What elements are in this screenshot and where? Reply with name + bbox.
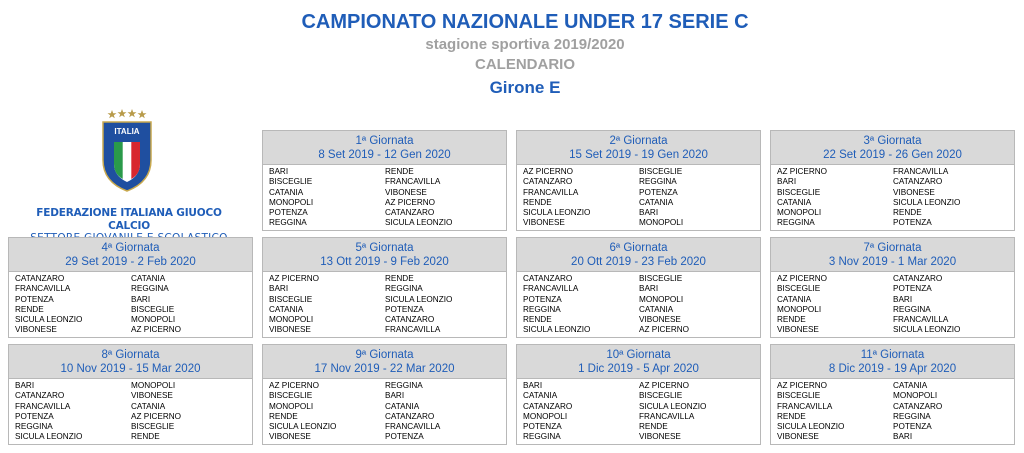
- away-team: CATANZARO: [385, 411, 435, 421]
- home-team: BARI: [523, 381, 543, 390]
- away-team: AZ PICERNO: [385, 197, 436, 207]
- match-row: [517, 412, 760, 422]
- away-team: CATANIA: [639, 304, 674, 314]
- home-team: RENDE: [777, 411, 806, 421]
- home-team: REGGINA: [523, 432, 561, 442]
- match-row: [771, 167, 1014, 177]
- home-team: AZ PICERNO: [523, 167, 574, 176]
- giornata-dates: 10 Nov 2019 - 15 Mar 2020: [60, 363, 201, 375]
- home-team: CATANIA: [777, 294, 812, 304]
- home-team: SICULA LEONZIO: [777, 422, 845, 432]
- away-team: FRANCAVILLA: [385, 177, 441, 187]
- match-row: [263, 315, 506, 325]
- away-team: POTENZA: [893, 422, 932, 432]
- away-team: POTENZA: [893, 284, 932, 294]
- match-row: [771, 422, 1014, 432]
- home-team: CATANIA: [777, 197, 812, 207]
- away-team: SICULA LEONZIO: [893, 325, 961, 335]
- giornata-header: [771, 238, 1014, 272]
- home-team: CATANZARO: [15, 391, 65, 401]
- away-team: SICULA LEONZIO: [385, 218, 453, 228]
- giornata-dates: 15 Set 2019 - 19 Gen 2020: [569, 149, 708, 161]
- match-row: [517, 305, 760, 315]
- match-row: [263, 432, 506, 442]
- match-row: [771, 284, 1014, 294]
- home-team: AZ PICERNO: [777, 167, 828, 176]
- home-team: AZ PICERNO: [269, 381, 320, 390]
- home-team: POTENZA: [523, 422, 562, 432]
- match-row: [771, 381, 1014, 391]
- giornata-header: [263, 238, 506, 272]
- match-row: [263, 208, 506, 218]
- match-row: [9, 284, 252, 294]
- away-team: SICULA LEONZIO: [385, 294, 453, 304]
- figc-shield-icon: [100, 108, 154, 192]
- away-team: AZ PICERNO: [639, 381, 690, 390]
- giornata-header: [263, 345, 506, 379]
- giornata-card: [516, 237, 761, 338]
- giornata-card: [770, 130, 1015, 231]
- giornata-header: [517, 131, 760, 165]
- giornata-dates: 3 Nov 2019 - 1 Mar 2020: [828, 256, 957, 268]
- match-list: [263, 165, 506, 230]
- home-team: BISCEGLIE: [777, 187, 821, 197]
- match-row: [9, 391, 252, 401]
- giornata-header: [517, 238, 760, 272]
- home-team: BARI: [269, 284, 289, 294]
- home-team: REGGINA: [269, 218, 307, 228]
- away-team: VIBONESE: [385, 187, 427, 197]
- home-team: VIBONESE: [269, 325, 311, 335]
- match-row: [9, 274, 252, 284]
- away-team: MONOPOLI: [893, 391, 938, 401]
- match-list: [771, 272, 1014, 337]
- giornata-title: 1ª Giornata: [355, 135, 414, 147]
- giornata-header: [9, 345, 252, 379]
- match-row: [9, 305, 252, 315]
- match-row: [517, 391, 760, 401]
- away-team: BISCEGLIE: [639, 391, 683, 401]
- away-team: AZ PICERNO: [131, 325, 182, 335]
- match-list: [9, 379, 252, 444]
- match-row: [771, 402, 1014, 412]
- away-team: REGGINA: [893, 304, 931, 314]
- home-team: RENDE: [777, 315, 806, 325]
- away-team: BARI: [639, 208, 659, 218]
- giornata-title: 2ª Giornata: [609, 135, 668, 147]
- home-team: POTENZA: [15, 294, 54, 304]
- home-team: BARI: [269, 167, 289, 176]
- home-team: CATANIA: [523, 391, 558, 401]
- match-list: [517, 272, 760, 337]
- match-row: [517, 188, 760, 198]
- match-row: [9, 412, 252, 422]
- match-row: [9, 402, 252, 412]
- giornata-dates: 29 Set 2019 - 2 Feb 2020: [65, 256, 196, 268]
- match-row: [771, 432, 1014, 442]
- home-team: RENDE: [523, 315, 552, 325]
- match-row: [9, 422, 252, 432]
- giornata-dates: 1 Dic 2019 - 5 Apr 2020: [578, 363, 699, 375]
- match-row: [517, 167, 760, 177]
- match-row: [517, 402, 760, 412]
- away-team: BARI: [639, 284, 659, 294]
- home-team: CATANIA: [269, 187, 304, 197]
- match-list: [771, 165, 1014, 230]
- match-row: [771, 295, 1014, 305]
- away-team: REGGINA: [639, 177, 677, 187]
- home-team: REGGINA: [15, 422, 53, 432]
- giornata-title: 6ª Giornata: [609, 242, 668, 254]
- giornata-card: [516, 344, 761, 445]
- federation-line1: FEDERAZIONE ITALIANA GIUOCO CALCIO: [36, 207, 222, 232]
- away-team: VIBONESE: [893, 187, 935, 197]
- away-team: POTENZA: [639, 187, 678, 197]
- home-team: BISCEGLIE: [269, 294, 313, 304]
- away-team: BARI: [131, 294, 151, 304]
- home-team: VIBONESE: [15, 325, 57, 335]
- match-row: [517, 208, 760, 218]
- giornata-header: [517, 345, 760, 379]
- match-row: [263, 402, 506, 412]
- away-team: MONOPOLI: [639, 294, 684, 304]
- away-team: SICULA LEONZIO: [893, 197, 961, 207]
- match-row: [9, 381, 252, 391]
- away-team: REGGINA: [385, 381, 423, 390]
- away-team: CATANZARO: [893, 401, 943, 411]
- home-team: VIBONESE: [269, 432, 311, 442]
- home-team: BARI: [777, 177, 797, 187]
- giornata-card: [770, 237, 1015, 338]
- match-row: [771, 198, 1014, 208]
- match-row: [771, 218, 1014, 228]
- group-title: Girone E: [489, 78, 561, 97]
- home-team: POTENZA: [523, 294, 562, 304]
- giornata-dates: 8 Set 2019 - 12 Gen 2020: [318, 149, 451, 161]
- match-row: [517, 325, 760, 335]
- home-team: CATANZARO: [15, 274, 65, 283]
- away-team: MONOPOLI: [131, 315, 176, 325]
- giornata-card: [8, 237, 253, 338]
- match-row: [517, 274, 760, 284]
- away-team: FRANCAVILLA: [385, 422, 441, 432]
- match-list: [263, 272, 506, 337]
- home-team: AZ PICERNO: [269, 274, 320, 283]
- match-row: [9, 325, 252, 335]
- home-team: RENDE: [523, 197, 552, 207]
- match-row: [771, 188, 1014, 198]
- match-row: [517, 218, 760, 228]
- home-team: MONOPOLI: [269, 197, 314, 207]
- home-team: SICULA LEONZIO: [269, 422, 337, 432]
- away-team: CATANIA: [893, 381, 928, 390]
- away-team: FRANCAVILLA: [893, 167, 949, 176]
- giornata-card: [262, 130, 507, 231]
- giornata-title: 5ª Giornata: [355, 242, 414, 254]
- home-team: BISCEGLIE: [269, 177, 313, 187]
- away-team: VIBONESE: [639, 315, 681, 325]
- away-team: CATANZARO: [893, 177, 943, 187]
- home-team: REGGINA: [523, 304, 561, 314]
- match-row: [263, 305, 506, 315]
- home-team: MONOPOLI: [777, 208, 822, 218]
- away-team: REGGINA: [131, 284, 169, 294]
- away-team: RENDE: [893, 208, 922, 218]
- home-team: AZ PICERNO: [777, 274, 828, 283]
- away-team: FRANCAVILLA: [385, 325, 441, 335]
- match-row: [263, 284, 506, 294]
- match-row: [771, 208, 1014, 218]
- away-team: CATANIA: [131, 274, 166, 283]
- match-row: [771, 315, 1014, 325]
- match-row: [9, 315, 252, 325]
- giornata-dates: 13 Ott 2019 - 9 Feb 2020: [320, 256, 449, 268]
- home-team: MONOPOLI: [523, 411, 568, 421]
- away-team: BARI: [893, 294, 913, 304]
- giornata-title: 10ª Giornata: [606, 349, 671, 361]
- home-team: BARI: [15, 381, 35, 390]
- away-team: BISCEGLIE: [131, 422, 175, 432]
- home-team: VIBONESE: [523, 218, 565, 228]
- away-team: POTENZA: [385, 304, 424, 314]
- home-team: FRANCAVILLA: [15, 284, 71, 294]
- away-team: POTENZA: [893, 218, 932, 228]
- home-team: FRANCAVILLA: [523, 284, 579, 294]
- giornata-dates: 8 Dic 2019 - 19 Apr 2020: [828, 363, 957, 375]
- away-team: MONOPOLI: [639, 218, 684, 228]
- giornata-dates: 17 Nov 2019 - 22 Mar 2020: [314, 363, 455, 375]
- match-row: [9, 432, 252, 442]
- match-row: [771, 391, 1014, 401]
- giornata-header: [263, 131, 506, 165]
- match-list: [517, 165, 760, 230]
- home-team: VIBONESE: [777, 432, 819, 442]
- match-row: [517, 198, 760, 208]
- season-subtitle: stagione sportiva 2019/2020: [425, 36, 625, 53]
- match-row: [263, 274, 506, 284]
- giornata-title: 8ª Giornata: [101, 349, 160, 361]
- giornata-header: [771, 345, 1014, 379]
- match-row: [771, 412, 1014, 422]
- giornata-title: 11ª Giornata: [860, 349, 925, 361]
- home-team: POTENZA: [15, 411, 54, 421]
- away-team: BISCEGLIE: [639, 167, 683, 176]
- away-team: CATANZARO: [385, 315, 435, 325]
- match-row: [263, 412, 506, 422]
- match-row: [517, 422, 760, 432]
- match-list: [9, 272, 252, 337]
- match-row: [263, 218, 506, 228]
- away-team: BISCEGLIE: [639, 274, 683, 283]
- giornata-dates: 20 Ott 2019 - 23 Feb 2020: [571, 256, 706, 268]
- giornata-header: [9, 238, 252, 272]
- giornata-title: 3ª Giornata: [863, 135, 922, 147]
- page-title: CAMPIONATO NAZIONALE UNDER 17 SERIE C: [301, 11, 749, 33]
- home-team: MONOPOLI: [777, 304, 822, 314]
- match-row: [517, 432, 760, 442]
- home-team: BISCEGLIE: [777, 284, 821, 294]
- match-row: [263, 177, 506, 187]
- away-team: AZ PICERNO: [639, 325, 690, 335]
- away-team: SICULA LEONZIO: [639, 401, 707, 411]
- home-team: MONOPOLI: [269, 315, 314, 325]
- giornata-title: 4ª Giornata: [101, 242, 160, 254]
- away-team: RENDE: [639, 422, 668, 432]
- giornata-title: 7ª Giornata: [863, 242, 922, 254]
- match-row: [263, 391, 506, 401]
- calendar-subtitle: CALENDARIO: [475, 56, 575, 73]
- away-team: CATANZARO: [385, 208, 435, 218]
- away-team: AZ PICERNO: [131, 411, 182, 421]
- giornata-dates: 22 Set 2019 - 26 Gen 2020: [823, 149, 962, 161]
- match-row: [517, 284, 760, 294]
- home-team: VIBONESE: [777, 325, 819, 335]
- home-team: FRANCAVILLA: [523, 187, 579, 197]
- home-team: BISCEGLIE: [777, 391, 821, 401]
- home-team: SICULA LEONZIO: [523, 208, 591, 218]
- match-row: [263, 325, 506, 335]
- giornata-card: [262, 237, 507, 338]
- home-team: FRANCAVILLA: [15, 401, 71, 411]
- match-row: [263, 295, 506, 305]
- away-team: CATANIA: [131, 401, 166, 411]
- match-row: [771, 274, 1014, 284]
- match-row: [263, 381, 506, 391]
- away-team: REGGINA: [385, 284, 423, 294]
- match-row: [9, 295, 252, 305]
- giornata-card: [770, 344, 1015, 445]
- match-row: [263, 167, 506, 177]
- match-row: [263, 422, 506, 432]
- match-row: [771, 325, 1014, 335]
- home-team: AZ PICERNO: [777, 381, 828, 390]
- home-team: RENDE: [269, 411, 298, 421]
- away-team: CATANZARO: [893, 274, 943, 283]
- match-row: [263, 188, 506, 198]
- away-team: BARI: [385, 391, 405, 401]
- away-team: CATANIA: [385, 401, 420, 411]
- away-team: RENDE: [385, 167, 414, 176]
- match-list: [771, 379, 1014, 444]
- home-team: REGGINA: [777, 218, 815, 228]
- giornata-title: 9ª Giornata: [355, 349, 414, 361]
- giornata-card: [516, 130, 761, 231]
- home-team: POTENZA: [269, 208, 308, 218]
- away-team: FRANCAVILLA: [893, 315, 949, 325]
- match-row: [517, 177, 760, 187]
- match-row: [517, 295, 760, 305]
- match-row: [517, 381, 760, 391]
- giornata-header: [771, 131, 1014, 165]
- home-team: FRANCAVILLA: [777, 401, 833, 411]
- giornata-card: [8, 344, 253, 445]
- home-team: CATANZARO: [523, 401, 573, 411]
- home-team: CATANZARO: [523, 177, 573, 187]
- match-list: [263, 379, 506, 444]
- away-team: BISCEGLIE: [131, 304, 175, 314]
- home-team: BISCEGLIE: [269, 391, 313, 401]
- away-team: RENDE: [131, 432, 160, 442]
- home-team: MONOPOLI: [269, 401, 314, 411]
- home-team: SICULA LEONZIO: [523, 325, 591, 335]
- home-team: SICULA LEONZIO: [15, 315, 83, 325]
- home-team: CATANZARO: [523, 274, 573, 283]
- match-row: [771, 177, 1014, 187]
- away-team: FRANCAVILLA: [639, 411, 695, 421]
- match-row: [517, 315, 760, 325]
- match-row: [771, 305, 1014, 315]
- away-team: REGGINA: [893, 411, 931, 421]
- home-team: SICULA LEONZIO: [15, 432, 83, 442]
- away-team: VIBONESE: [131, 391, 173, 401]
- away-team: BARI: [893, 432, 913, 442]
- giornata-card: [262, 344, 507, 445]
- away-team: CATANIA: [639, 197, 674, 207]
- away-team: POTENZA: [385, 432, 424, 442]
- home-team: CATANIA: [269, 304, 304, 314]
- away-team: RENDE: [385, 274, 414, 283]
- away-team: VIBONESE: [639, 432, 681, 442]
- home-team: RENDE: [15, 304, 44, 314]
- match-row: [263, 198, 506, 208]
- match-list: [517, 379, 760, 444]
- logo-text: ITALIA: [114, 127, 140, 136]
- away-team: MONOPOLI: [131, 381, 176, 390]
